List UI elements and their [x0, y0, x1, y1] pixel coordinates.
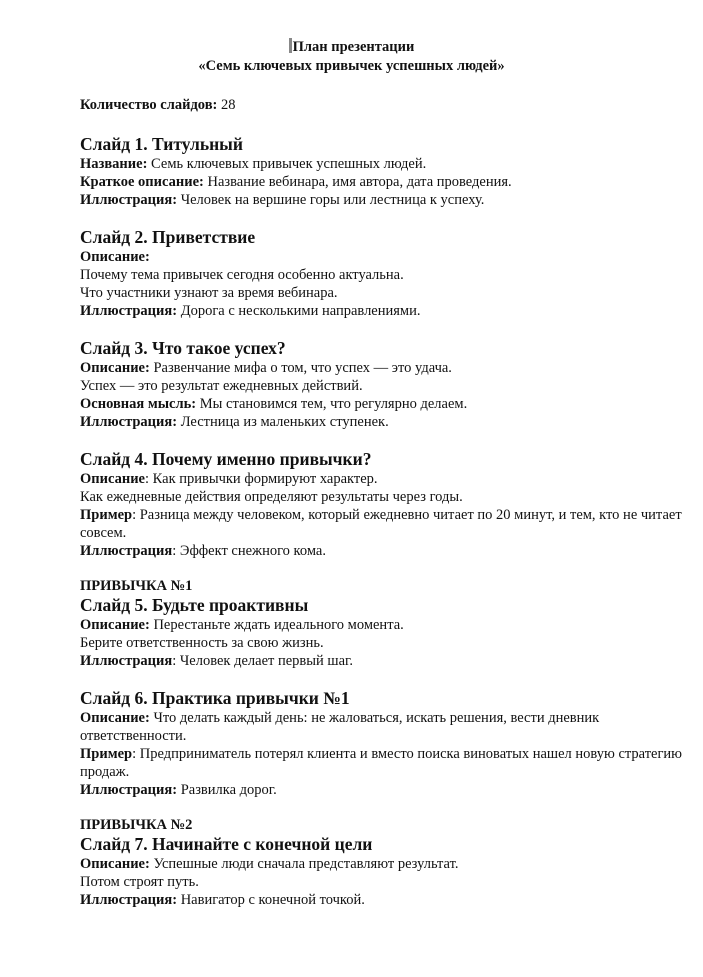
line-label: Описание: [80, 856, 150, 872]
slide-section-2 [80, 227, 692, 320]
line-label: Описание: [80, 710, 150, 726]
title-line-1 [0, 38, 703, 57]
slide-line [80, 191, 692, 209]
line-label: Описание [80, 471, 145, 487]
line-label: Иллюстрация: [80, 414, 178, 430]
line-text: : Предприниматель потерял клиента и вместо поиска виноватых нашел новую стратегию продаж. [80, 746, 683, 780]
line-text: Берите ответственность за свою жизнь. [80, 635, 324, 651]
line-text: : Разница между человеком, который ежедневно читает по 20 минут, и тем, кто не читает совсем. [80, 507, 682, 541]
line-label: Иллюстрация: [80, 303, 178, 319]
line-text: : Как привычки формируют характер. [145, 471, 378, 487]
slide-heading: Слайд 7. Начинайте с конечной цели [80, 834, 373, 854]
slide-section-6 [80, 688, 692, 799]
line-label: Описание: [80, 249, 150, 265]
line-text: Мы становимся тем, что регулярно делаем. [199, 396, 468, 412]
line-label: Пример [80, 746, 133, 762]
line-text: Что участники узнают за время вебинара. [80, 285, 338, 301]
line-text: Успех — это результат ежедневных действий. [80, 378, 363, 394]
slide-line [80, 266, 692, 284]
title-text: План презентации [292, 39, 415, 55]
slide-line [80, 891, 692, 909]
slide-line [80, 781, 692, 799]
slide-line [80, 709, 692, 745]
line-text: : Человек делает первый шаг. [172, 653, 353, 669]
slide-line [80, 413, 692, 431]
line-text: Развенчание мифа о том, что успех — это удача. [153, 360, 452, 376]
line-text: Название вебинара, имя автора, дата проведения. [207, 174, 512, 190]
slide-line [80, 616, 692, 634]
slide-line [80, 173, 692, 191]
habit-label: ПРИВЫЧКА №2 [80, 817, 193, 833]
slide-heading: Слайд 5. Будьте проактивны [80, 595, 309, 615]
line-text: Успешные люди сначала представляют результат. [153, 856, 459, 872]
line-label: Пример [80, 507, 133, 523]
slide-line [80, 506, 692, 542]
line-text: Перестаньте ждать идеального момента. [153, 617, 404, 633]
slide-section-7 [80, 817, 692, 909]
line-label: Иллюстрация [80, 543, 173, 559]
slide-line [80, 745, 692, 781]
line-label: Название: [80, 156, 148, 172]
line-text: Дорога с несколькими направлениями. [180, 303, 421, 319]
line-text: Потом строят путь. [80, 874, 199, 890]
habit-label: ПРИВЫЧКА №1 [80, 578, 193, 594]
slide-line [80, 302, 692, 320]
slide-line [80, 873, 692, 891]
slide-section-3 [80, 338, 692, 431]
line-label: Описание: [80, 617, 150, 633]
line-text: Как ежедневные действия определяют результаты через годы. [80, 489, 463, 505]
slide-count [80, 96, 703, 114]
slide-count-label: Количество слайдов: [80, 97, 218, 113]
slide-count-value: 28 [220, 97, 236, 113]
line-label: Описание: [80, 360, 150, 376]
slide-line [80, 377, 692, 395]
line-text: Почему тема привычек сегодня особенно актуальна. [80, 267, 404, 283]
slide-heading: Слайд 2. Приветствие [80, 227, 256, 247]
line-text: Семь ключевых привычек успешных людей. [151, 156, 427, 172]
line-text: Человек на вершине горы или лестница к успеху. [180, 192, 485, 208]
slide-line [80, 284, 692, 302]
document-page [0, 38, 703, 977]
document-title [0, 38, 703, 76]
slide-line [80, 542, 692, 560]
slide-section-1 [80, 134, 692, 209]
line-label: Иллюстрация: [80, 192, 178, 208]
slide-line [80, 470, 692, 488]
line-text: Развилка дорог. [180, 782, 277, 798]
text-cursor [289, 38, 292, 53]
slide-heading: Слайд 4. Почему именно привычки? [80, 449, 372, 469]
title-line-2: «Семь ключевых привычек успешных людей» [198, 58, 505, 74]
line-label: Иллюстрация [80, 653, 173, 669]
slide-line [80, 155, 692, 173]
slide-line [80, 634, 692, 652]
line-label: Иллюстрация: [80, 782, 178, 798]
slide-section-5 [80, 578, 692, 670]
line-text: Лестница из маленьких ступенек. [180, 414, 389, 430]
line-text: : Эффект снежного кома. [172, 543, 326, 559]
slide-line [80, 248, 692, 266]
line-label: Иллюстрация: [80, 892, 178, 908]
slide-line [80, 488, 692, 506]
slide-line [80, 855, 692, 873]
line-text: Что делать каждый день: не жаловаться, искать решения, вести дневник ответственности. [80, 710, 600, 744]
line-label: Краткое описание: [80, 174, 204, 190]
slide-heading: Слайд 6. Практика привычки №1 [80, 688, 350, 708]
line-text: Навигатор с конечной точкой. [180, 892, 365, 908]
slide-heading: Слайд 1. Титульный [80, 134, 243, 154]
line-label: Основная мысль: [80, 396, 197, 412]
slide-line [80, 395, 692, 413]
slide-section-4 [80, 449, 692, 560]
slide-line [80, 359, 692, 377]
slide-heading: Слайд 3. Что такое успех? [80, 338, 286, 358]
slide-line [80, 652, 692, 670]
